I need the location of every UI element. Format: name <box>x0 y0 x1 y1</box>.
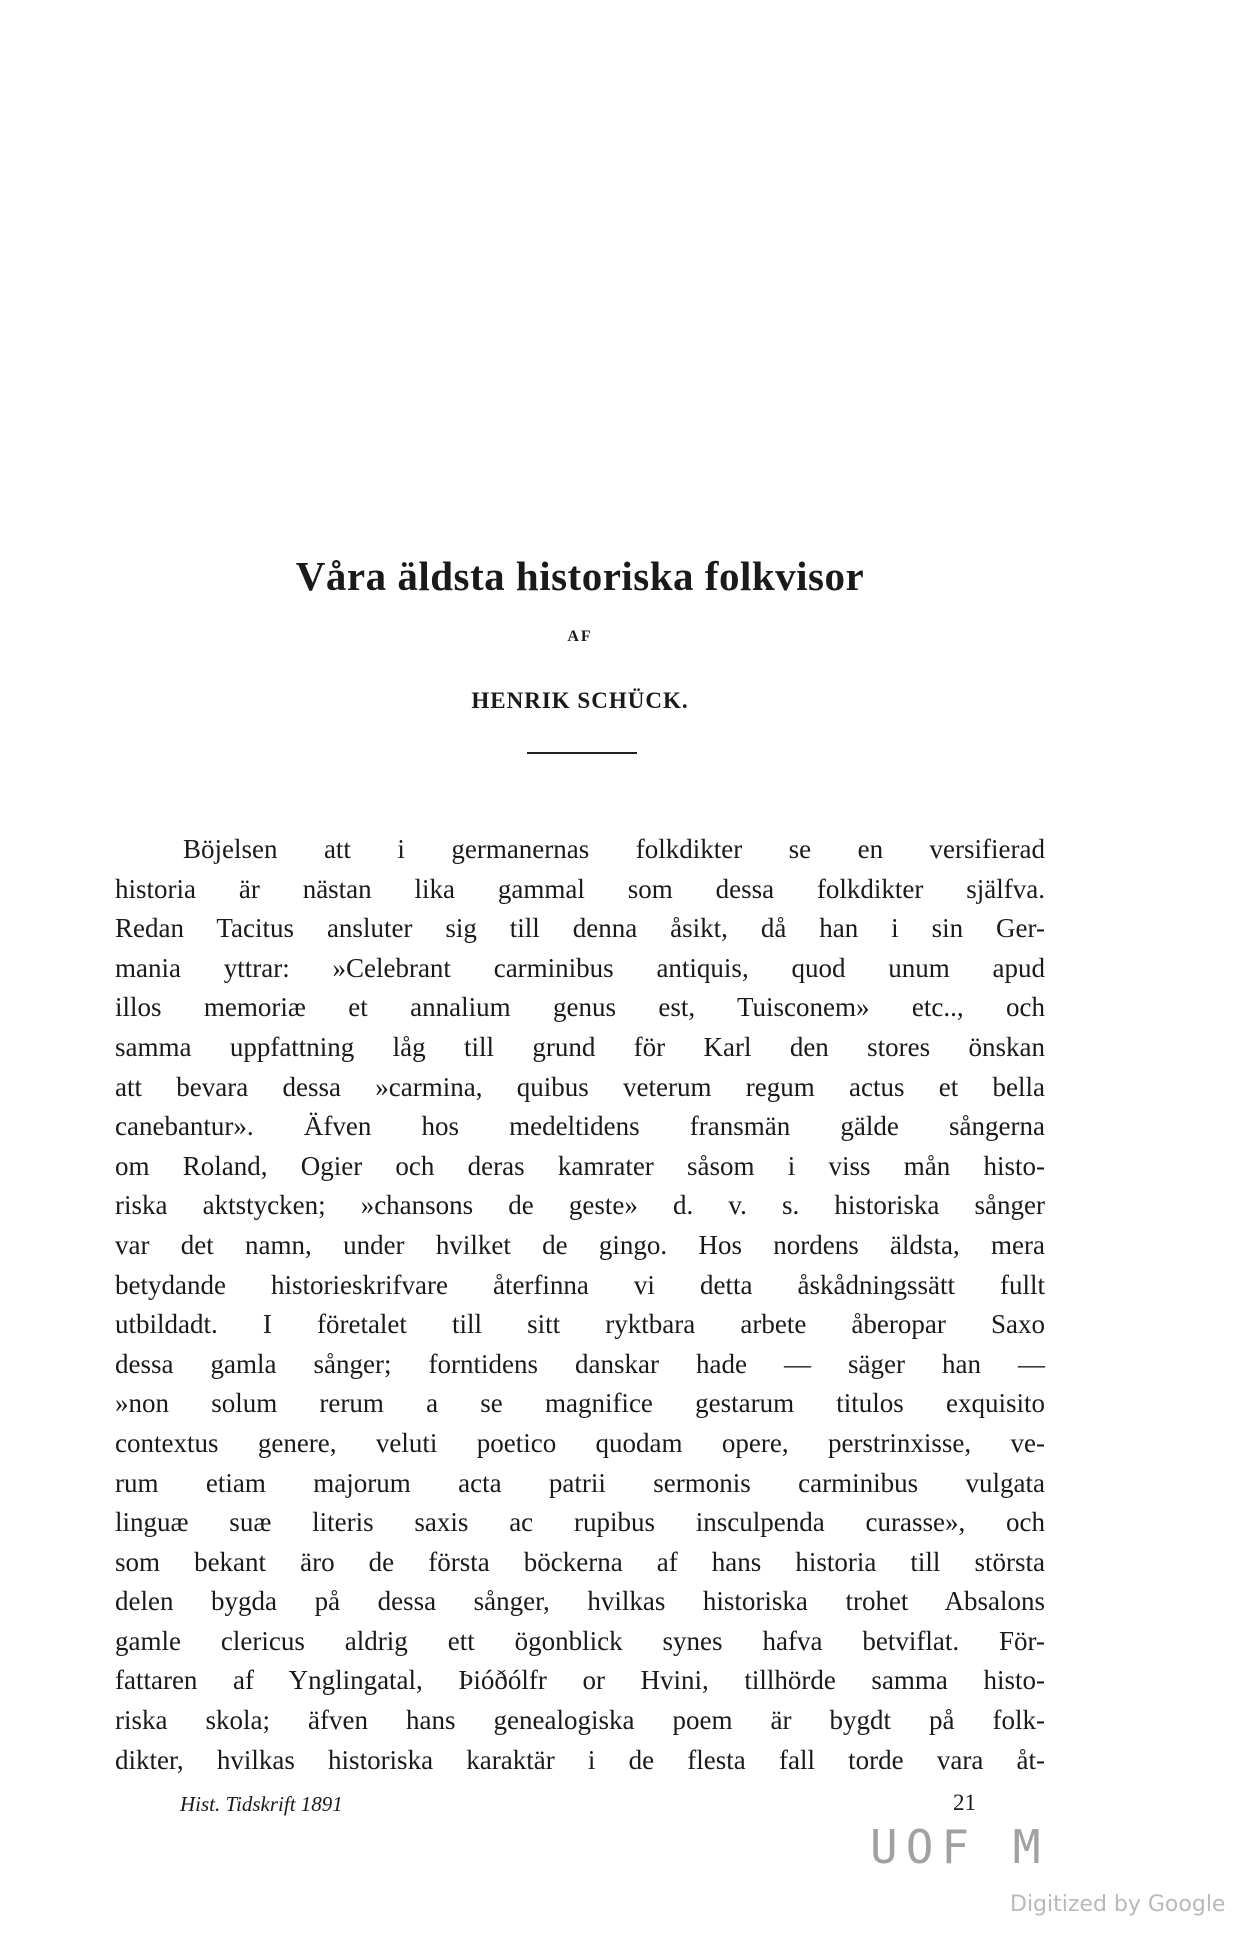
text-line: linguæ suæ literis saxis ac rupibus insculpenda curasse», och <box>115 1507 1045 1538</box>
signature-mark: 21 <box>953 1790 976 1815</box>
text-line: illos memoriæ et annalium genus est, Tuisconem» etc.., och <box>115 992 1045 1023</box>
text-line: dikter, hvilkas historiska karaktär i de flesta fall torde vara åt- <box>115 1744 1045 1775</box>
library-stamp: UOF M <box>870 1820 1049 1874</box>
text-line: rum etiam majorum acta patrii sermonis carminibus vulgata <box>115 1467 1045 1498</box>
byline-prefix: AF <box>567 628 593 645</box>
text-line: riska skola; äfven hans genealogiska poem är bygdt på folk- <box>115 1705 1045 1736</box>
text-line: riska aktstycken; »chansons de geste» d. v. s. historiska sånger <box>115 1190 1045 1221</box>
text-line: om Roland, Ogier och deras kamrater såsom i viss mån histo- <box>115 1150 1045 1181</box>
text-line: att bevara dessa »carmina, quibus veterum regum actus et bella <box>115 1071 1045 1102</box>
title-divider <box>527 752 637 754</box>
text-line: gamle clericus aldrig ett ögonblick synes hafva betviflat. För- <box>115 1625 1045 1656</box>
author-name: HENRIK SCHÜCK. <box>471 688 689 713</box>
text-line: delen bygda på dessa sånger, hvilkas historiska trohet Absalons <box>115 1586 1045 1617</box>
journal-footer: Hist. Tidskrift 1891 <box>180 1792 343 1816</box>
text-line: fattaren af Ynglingatal, Þióðólfr or Hvini, tillhörde samma histo- <box>115 1665 1045 1696</box>
text-line: historia är nästan lika gammal som dessa folkdikter själfva. <box>115 873 1045 904</box>
article-title: Våra äldsta historiska folkvisor <box>295 553 865 599</box>
text-line: Böjelsen att i germanernas folkdikter se en versifierad <box>183 834 1045 864</box>
text-line: Redan Tacitus ansluter sig till denna åsikt, då han i sin Ger- <box>115 913 1045 944</box>
digitization-watermark: Digitized by Google <box>1010 1892 1226 1917</box>
text-line: samma uppfattning låg till grund för Karl den stores önskan <box>115 1031 1045 1062</box>
text-line: contextus genere, veluti poetico quodam opere, perstrinxisse, ve- <box>115 1427 1045 1458</box>
text-line: mania yttrar: »Celebrant carminibus antiquis, quod unum apud <box>115 952 1045 983</box>
text-line: »non solum rerum a se magnifice gestarum titulos exquisito <box>115 1388 1045 1419</box>
text-line: canebantur». Äfven hos medeltidens fransmän gälde sångerna <box>115 1111 1045 1142</box>
text-line: var det namn, under hvilket de gingo. Hos nordens äldsta, mera <box>115 1229 1045 1260</box>
body-paragraph <box>115 830 1045 1780</box>
text-line: utbildadt. I företalet till sitt ryktbara arbete åberopar Saxo <box>115 1309 1045 1340</box>
text-line: som bekant äro de första böckerna af hans historia till största <box>115 1546 1045 1577</box>
text-line: betydande historieskrifvare återfinna vi detta åskådningssätt fullt <box>115 1269 1045 1300</box>
text-line: dessa gamla sånger; forntidens danskar hade — säger han — <box>115 1348 1045 1379</box>
